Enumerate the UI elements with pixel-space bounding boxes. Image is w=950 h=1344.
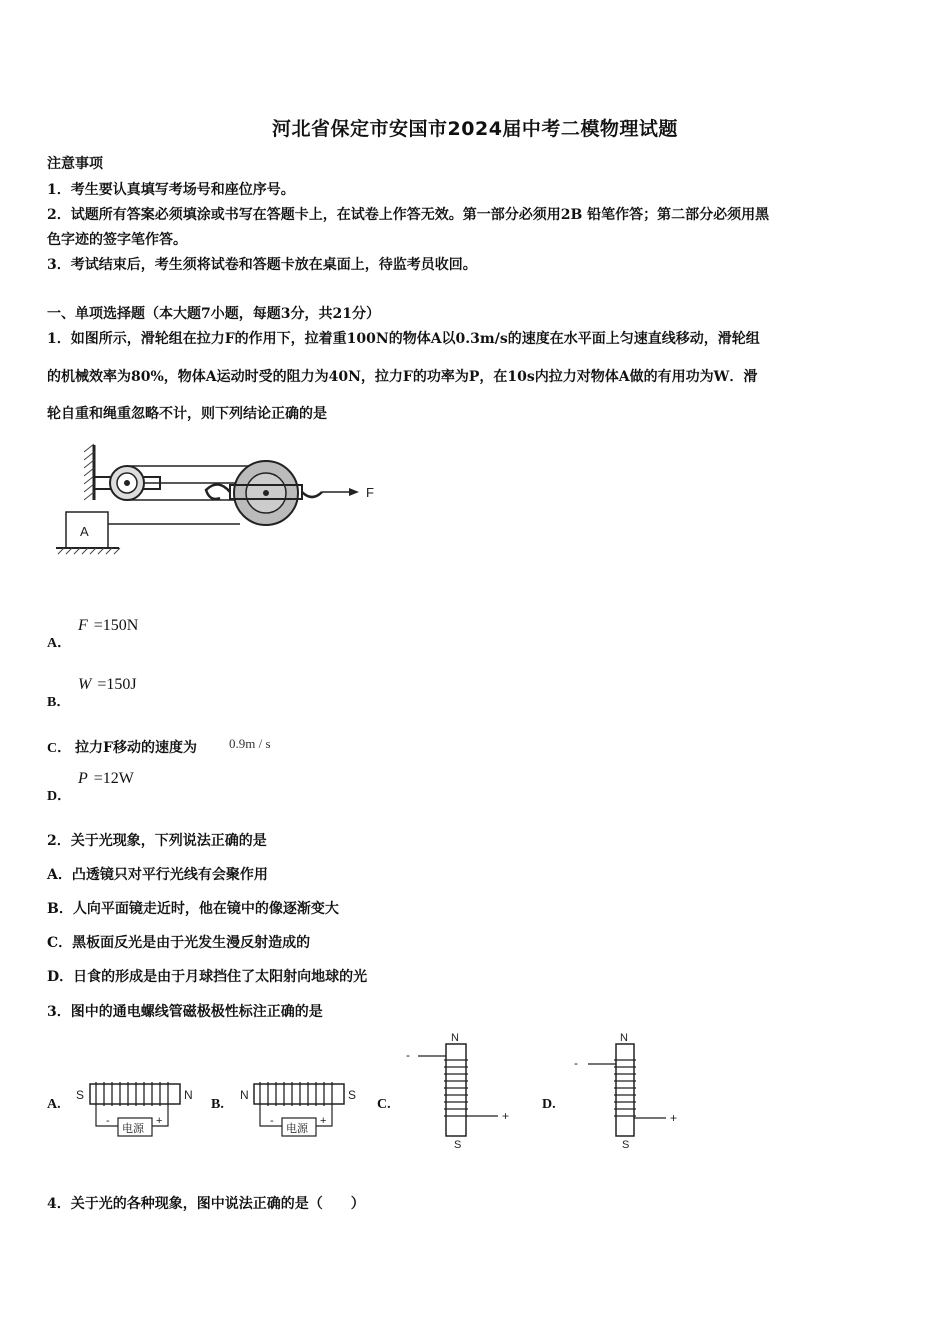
block-label: A [80,524,89,539]
q1-stem-line: 的机械效率为80%，物体A运动时受的阻力为40N，拉力F的功率为P，在10s内拉力对物体A做的有用功为W．滑 [47,369,758,385]
svg-text:+: + [670,1111,678,1125]
svg-text:-: - [270,1115,274,1127]
q1-option-letter: B． [47,695,71,710]
q1-option-d-formula: P =12W [78,770,134,787]
q1-option-letter: D． [47,789,72,804]
svg-text:N: N [451,1032,459,1044]
svg-text:N: N [240,1088,249,1102]
force-label: F [366,485,374,500]
q2-option: D．日食的形成是由于月球挡住了太阳射向地球的光 [47,969,368,985]
notice-item: 1．考生要认真填写考场号和座位序号。 [47,182,295,198]
svg-text:S: S [348,1088,357,1102]
notice-item: 2．试题所有答案必须填涂或书写在答题卡上，在试卷上作答无效。第一部分必须用2B 铅笔作答；第二部分必须用黑 [47,207,770,223]
solenoid-diagram-a [74,1078,204,1150]
q1-option-a-formula: F =150N [78,617,139,634]
svg-text:S: S [622,1139,630,1151]
q1-pulley-figure [44,440,384,565]
svg-text:-: - [106,1115,110,1127]
svg-text:-: - [574,1056,578,1070]
svg-text:+: + [502,1109,510,1123]
q2-option: B．人向平面镜走近时，他在镜中的像逐渐变大 [47,901,339,917]
page-title: 河北省保定市安国市2024届中考二模物理试题 [272,118,678,140]
solenoid-diagram-c [402,1030,522,1150]
solenoid-diagram-d [570,1030,690,1150]
q3-option-letter: B. [211,1097,224,1112]
q2-stem: 2．关于光现象，下列说法正确的是 [47,833,267,849]
q3-option-letter: A. [47,1097,61,1112]
solenoid-diagram-b [238,1078,368,1150]
svg-text:N: N [184,1088,193,1102]
svg-text:-: - [406,1048,410,1062]
svg-text:+: + [320,1115,327,1127]
notice-heading: 注意事项 [47,156,103,172]
q4-stem: 4．关于光的各种现象，图中说法正确的是（ ） [47,1196,365,1212]
q1-option-c-value: 0.9m / s [229,736,271,751]
q2-option: A．凸透镜只对平行光线有会聚作用 [47,867,268,883]
svg-text:S: S [454,1139,462,1151]
notice-item: 色字迹的签字笔作答。 [47,232,187,248]
q1-option-letter: A． [47,636,72,651]
svg-text:N: N [620,1032,628,1044]
q1-stem-line: 轮自重和绳重忽略不计，则下列结论正确的是 [47,406,327,422]
q3-option-letter: C. [377,1097,391,1112]
q1-option-c-text: 拉力F移动的速度为 [75,740,197,756]
svg-text:S: S [76,1088,85,1102]
svg-text:+: + [156,1115,163,1127]
q3-option-letter: D. [542,1097,556,1112]
notice-item: 3．考试结束后，考生须将试卷和答题卡放在桌面上，待监考员收回。 [47,257,477,273]
section-heading: 一、单项选择题（本大题7小题，每题3分，共21分） [47,306,380,322]
q2-option: C．黑板面反光是由于光发生漫反射造成的 [47,935,311,951]
q1-stem-line: 1．如图所示，滑轮组在拉力F的作用下，拉着重100N的物体A以0.3m/s的速度在水平面上匀速直线移动，滑轮组 [47,331,760,347]
svg-text:电源: 电源 [122,1123,144,1135]
q1-option-b-formula: W =150J [78,676,137,693]
q3-stem: 3．图中的通电螺线管磁极极性标注正确的是 [47,1004,323,1020]
svg-text:电源: 电源 [286,1123,308,1135]
q1-option-letter: C． [47,741,72,756]
